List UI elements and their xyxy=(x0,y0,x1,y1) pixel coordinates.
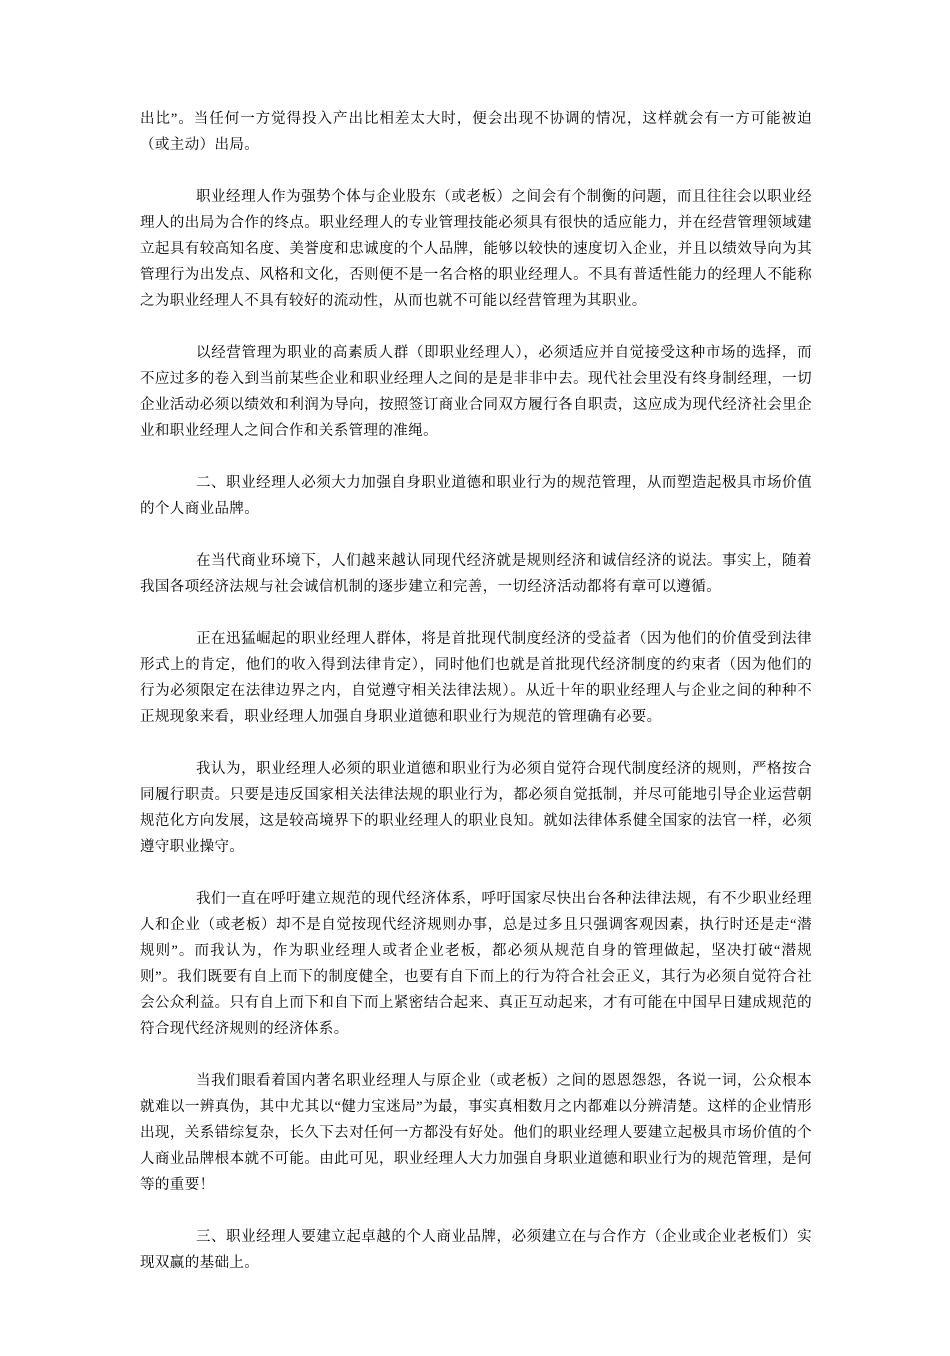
paragraph: 我认为，职业经理人必须的职业道德和职业行为必须自觉符合现代制度经济的规则，严格按合同履行职责。只要是违反国家相关法律法规的职业行为，都必须自觉抵制，并尽可能地引导企业运营朝规范化方向发展，这是较高境界下的职业经理人的职业良知。就如法律体系健全国家的法官一样，必须遵守职业操守。 xyxy=(140,761,812,855)
paragraph: 正在迅猛崛起的职业经理人群体，将是首批现代制度经济的受益者（因为他们的价值受到法律形式上的肯定，他们的收入得到法律肯定），同时他们也就是首批现代经济制度的约束者（因为他们的行为必须限定在法律边界之内，自觉遵守相关法律法规）。从近十年的职业经理人与企业之间的种种不正规现象来看，职业经理人加强自身职业道德和职业行为规范的管理确有必要。 xyxy=(140,631,812,725)
section-heading: 二、职业经理人必须大力加强自身职业道德和职业行为的规范管理，从而塑造起极具市场价值的个人商业品牌。 xyxy=(140,475,812,517)
paragraph: 我们一直在呼吁建立规范的现代经济体系，呼吁国家尽快出台各种法律法规，有不少职业经理人和企业（或老板）却不是自觉按现代经济规则办事，总是过多且只强调客观因素，执行时还是走“潜规则”。而我认为，作为职业经理人或者企业老板，都必须从规范自身的管理做起，坚决打破“潜规则”。我们既要有自上而下的制度健全，也要有自下而上的行为符合社会正义，其行为必须自觉符合社会公众利益。只有自上而下和自下而上紧密结合起来、真正互动起来，才有可能在中国早日建成规范的符合现代经济规则的经济体系。 xyxy=(140,891,812,1037)
document-content xyxy=(140,106,812,1276)
paragraph: 出比”。当任何一方觉得投入产出比相差太大时，便会出现不协调的情况，这样就会有一方可能被迫（或主动）出局。 xyxy=(140,111,812,153)
paragraph: 以经营管理为职业的高素质人群（即职业经理人），必须适应并自觉接受这种市场的选择，而不应过多的卷入到当前某些企业和职业经理人之间的是是非非中去。现代社会里没有终身制经理，一切企业活动必须以绩效和利润为导向，按照签订商业合同双方履行各自职责，这应成为现代经济社会里企业和职业经理人之间合作和关系管理的准绳。 xyxy=(140,345,812,439)
paragraph: 当我们眼看着国内著名职业经理人与原企业（或老板）之间的恩恩怨怨，各说一词，公众根本就难以一辨真伪，其中尤其以“健力宝迷局”为最，事实真相数月之内都难以分辨清楚。这样的企业情形出现，关系错综复杂，长久下去对任何一方都没有好处。他们的职业经理人要建立起极具市场价值的个人商业品牌根本就不可能。由此可见，职业经理人大力加强自身职业道德和职业行为的规范管理，是何等的重要！ xyxy=(140,1073,812,1193)
paragraph: 在当代商业环境下，人们越来越认同现代经济就是规则经济和诚信经济的说法。事实上，随着我国各项经济法规与社会诚信机制的逐步建立和完善，一切经济活动都将有章可以遵循。 xyxy=(140,553,812,595)
section-heading: 三、职业经理人要建立起卓越的个人商业品牌，必须建立在与合作方（企业或企业老板们）实现双赢的基础上。 xyxy=(140,1229,812,1271)
paragraph: 职业经理人作为强势个体与企业股东（或老板）之间会有个制衡的问题，而且往往会以职业经理人的出局为合作的终点。职业经理人的专业管理技能必须具有很快的适应能力，并在经营管理领域建立起具有较高知名度、美誉度和忠诚度的个人品牌，能够以较快的速度切入企业，并且以绩效导向为其管理行为出发点、风格和文化，否则便不是一名合格的职业经理人。不具有普适性能力的经理人不能称之为职业经理人不具有较好的流动性，从而也就不可能以经营管理为其职业。 xyxy=(140,189,812,309)
